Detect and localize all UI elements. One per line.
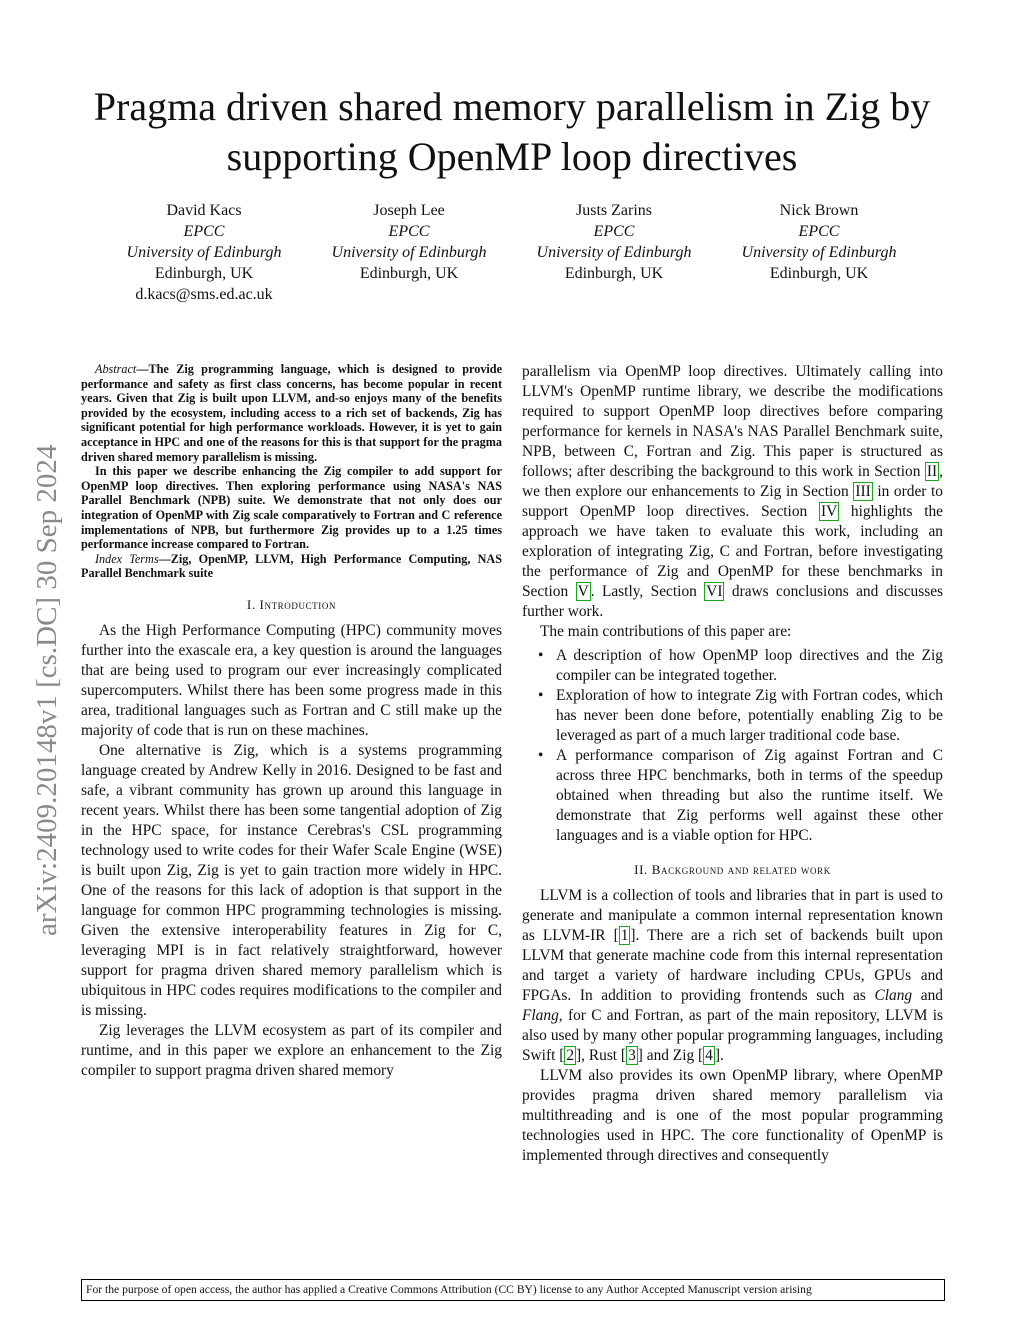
author-name: Justs Zarins: [576, 202, 652, 219]
author-name: Nick Brown: [779, 202, 859, 219]
author-email[interactable]: d.kacs@sms.ed.ac.uk: [135, 286, 273, 303]
author-block: [511, 200, 717, 284]
author-university: University of Edinburgh: [331, 244, 487, 261]
text-run: ], Rust [: [576, 1047, 627, 1064]
open-access-footnote: For the purpose of open access, the author has applied a Creative Commons Attribution (CC BY) license to any Author Accepted Manuscript version arising: [81, 1279, 945, 1301]
text-run: ]. There are a rich set of backends built upon LLVM that generate machine code from this internal representation and target a variety of hardware including CPUs, GPUs and FPGAs. In addition to providing frontends such as: [522, 927, 943, 1004]
section-link-v[interactable]: V: [577, 583, 589, 600]
index-terms: [81, 552, 502, 581]
section-link-iii[interactable]: III: [855, 483, 871, 500]
title-line-2: supporting OpenMP loop directives: [226, 134, 798, 179]
author-org: EPCC: [593, 223, 635, 240]
text-run: Clang: [874, 987, 913, 1004]
author-org: EPCC: [388, 223, 430, 240]
intro-paragraph-1: As the High Performance Computing (HPC) community moves further into the exascale era, a key question is around the languages that are being used to program our ever increasingly complicated supercomputers. Whilst there has been some progress made in this area, traditional languages such as Fortran and C still make up the majority of code that is run on these machines.: [81, 621, 502, 739]
background-paragraph-1: [522, 886, 943, 1066]
text-run: ] and Zig [: [637, 1047, 704, 1064]
text-run: draws conclusions and discusses further work.: [522, 583, 944, 620]
author-name: David Kacs: [166, 202, 242, 219]
author-block: [101, 200, 307, 305]
text-run: , for C and Fortran, as part of the main repository, LLVM is also used by many other popular programming languages, including Swift [: [522, 1007, 943, 1064]
author-name: Joseph Lee: [373, 202, 445, 219]
citation-link-2[interactable]: 2: [566, 1047, 575, 1064]
author-org: EPCC: [183, 223, 225, 240]
section-link-ii[interactable]: II: [926, 463, 938, 480]
author-university: University of Edinburgh: [536, 244, 692, 261]
abstract-paragraph: [81, 362, 502, 464]
author-location: Edinburgh, UK: [769, 265, 869, 282]
section-link-vi[interactable]: VI: [706, 583, 723, 600]
author-location: Edinburgh, UK: [154, 265, 254, 282]
contributions-list: [522, 646, 943, 846]
paper-title: [60, 82, 964, 182]
background-paragraph-2: LLVM also provides its own OpenMP library, where OpenMP provides pragma driven shared memory parallelism via multithreading and is one of the most popular programming technologies used in HPC. The core functionality of OpenMP is implemented through directives and consequently: [522, 1067, 943, 1164]
text-run: LLVM is a collection of tools and libraries that in part is used to generate and manipulate a common internal representation known as LLVM-IR [: [522, 887, 943, 944]
author-location: Edinburgh, UK: [359, 265, 459, 282]
text-run: , we then explore our enhancements to Zig in Section: [522, 463, 943, 500]
text-run: . Lastly, Section: [590, 583, 705, 600]
abstract-paragraph-2: In this paper we describe enhancing the Zig compiler to add support for OpenMP loop directives. Then exploring performance using NASA's NAS Parallel Benchmark (NPB) suite. We demonstrate that not only does our integration of OpenMP with Zig scale comparatively to Fortran and C reference implementations of NPB, but furthermore Zig provides up to a 1.25 times performance increase compared to Fortran.: [81, 464, 502, 552]
section-heading-introduction: I. Introduction: [246, 596, 337, 612]
title-line-1: Pragma driven shared memory parallelism in Zig by: [93, 84, 931, 129]
text-run: parallelism via OpenMP loop directives. Ultimately calling into LLVM's OpenMP runtime library, we describe the modifications required to support OpenMP loop directives before comparing performance for kernels in NASA's NAS Parallel Benchmark suite, NPB, between C, Fortran and Zig. This paper is structured as follows; after describing the background to this work in Section: [522, 363, 943, 480]
text-run: ].: [714, 1047, 724, 1064]
arxiv-identifier[interactable]: arXiv:2409.20148v1 [cs.DC] 30 Sep 2024: [31, 444, 63, 936]
section-heading-background: II. Background and related work: [634, 862, 831, 877]
list-item: • Exploration of how to integrate Zig with Fortran codes, which has never been done before, potentially enabling Zig to be leveraged as part of a much larger traditional code base.: [556, 686, 943, 746]
author-location: Edinburgh, UK: [564, 265, 664, 282]
intro-paragraph-3: Zig leverages the LLVM ecosystem as part of its compiler and runtime, and in this paper we explore an enhancement to the Zig compiler to support pragma driven shared memory: [81, 1021, 502, 1079]
index-terms-lead: Index Terms: [95, 551, 159, 566]
list-item: • A description of how OpenMP loop directives and the Zig compiler can be integrated together.: [556, 646, 943, 686]
abstract-text: —The Zig programming language, which is designed to provide performance and safety as first class concerns, has become popular in recent years. Given that Zig is built upon LLVM, and-so enjoys many of the benefits provided by the ecosystem, including access to a rich set of backends, Zig has significant potential for high performance workloads. However, it is yet to gain acceptance in HPC and one of the reasons for this is that support for the pragma driven shared memory parallelism is missing.: [81, 362, 502, 464]
author-university: University of Edinburgh: [126, 244, 282, 261]
text-run: in order to support OpenMP loop directives. Section: [522, 483, 943, 520]
section-link-iv[interactable]: IV: [820, 503, 838, 520]
text-run: and: [912, 987, 943, 1004]
citation-link-3[interactable]: 3: [628, 1047, 636, 1064]
list-item: • A performance comparison of Zig against Fortran and C across three HPC benchmarks, both in terms of the speedup obtained when threading but also the runtime itself. We demonstrate that Zig performs well against these other languages and is a viable option for HPC.: [556, 746, 943, 846]
author-block: [716, 200, 922, 284]
right-column: [522, 362, 943, 1166]
citation-link-1[interactable]: 1: [620, 927, 629, 944]
text-run: Flang: [522, 1007, 559, 1024]
index-terms-text: —Zig, OpenMP, LLVM, High Performance Computing, NAS Parallel Benchmark suite: [81, 551, 502, 581]
contributions-intro: The main contributions of this paper are:: [540, 623, 792, 640]
intro-continuation: [522, 362, 943, 622]
abstract-lead: Abstract: [95, 362, 137, 376]
citation-link-4[interactable]: 4: [705, 1047, 713, 1064]
author-org: EPCC: [798, 223, 840, 240]
intro-paragraph-2: One alternative is Zig, which is a systems programming language created by Andrew Kelly in 2016. Designed to be fast and safe, a vibrant community has grown up around this language in recent years. Whilst there has been some tangential adoption of Zig in the HPC space, for instance Cerebras's CSL programming technology used to write codes for their Wafer Scale Engine (WSE) is built upon Zig, Zig is yet to gain traction more widely in HPC. One of the reasons for this lack of adoption is that support in the language for common HPC programming technologies is missing. Given the extensive interoperability features in Zig for C, leveraging MPI is in fact relatively straightforward, however support for pragma driven shared memory parallelism which is ubiquitous in HPC codes requires modifications to the compiler and is missing.: [81, 741, 502, 1019]
author-block: [306, 200, 512, 284]
text-run: highlights the approach we have taken to evaluate this work, including an exploration of integrating Zig, C and Fortran, before investigating the performance of Zig and OpenMP for these benchmarks in Section: [522, 503, 943, 600]
author-university: University of Edinburgh: [741, 244, 897, 261]
left-column: [81, 362, 502, 1081]
